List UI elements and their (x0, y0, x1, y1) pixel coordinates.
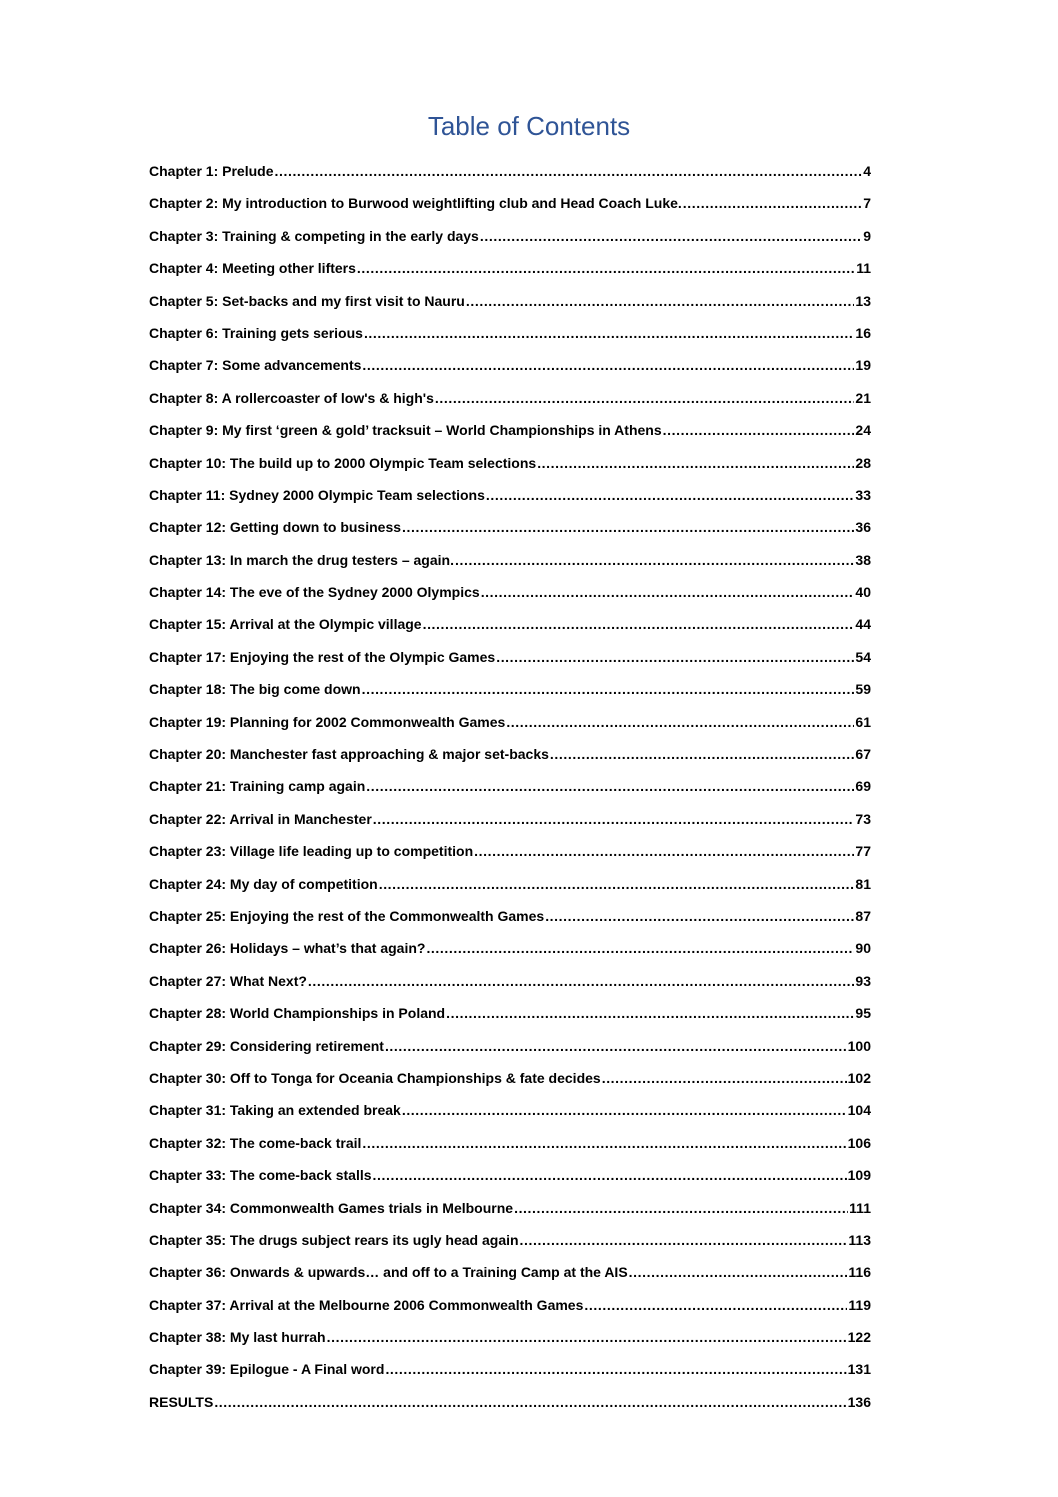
toc-entry-page-number: 100 (847, 1037, 871, 1054)
dot-leader (550, 738, 855, 770)
toc-entry[interactable] (149, 1094, 871, 1126)
toc-entry-page-number: 9 (863, 227, 871, 244)
dot-leader (545, 900, 854, 932)
toc-entry-title: Chapter 3: Training & competing in the early days (149, 227, 479, 244)
toc-entry-page-number: 116 (848, 1264, 871, 1281)
toc-entry-title: Chapter 17: Enjoying the rest of the Olympic Games (149, 648, 496, 665)
dot-leader (486, 479, 855, 511)
toc-entry-page-number: 136 (847, 1393, 871, 1410)
toc-entry-title: Chapter 1: Prelude (149, 163, 274, 179)
toc-list (149, 155, 871, 1418)
toc-entry[interactable] (149, 641, 871, 673)
dot-leader (362, 1127, 846, 1159)
toc-entry[interactable] (149, 1353, 871, 1385)
toc-entry[interactable] (149, 835, 871, 867)
toc-entry-title: Chapter 21: Training camp again (149, 778, 366, 795)
toc-entry-page-number: 119 (848, 1296, 871, 1313)
dot-leader (308, 965, 855, 997)
toc-entry-page-number: 44 (855, 616, 871, 633)
toc-entry[interactable] (149, 1386, 871, 1418)
toc-entry[interactable] (149, 511, 871, 543)
dot-leader (274, 155, 862, 187)
dot-leader (474, 835, 854, 867)
toc-entry[interactable] (149, 187, 871, 219)
toc-entry-title: Chapter 19: Planning for 2002 Commonwealth Games (149, 713, 506, 730)
toc-entry-page-number: 59 (855, 681, 871, 698)
dot-leader (366, 770, 854, 802)
dot-leader (402, 1094, 847, 1126)
toc-entry-page-number: 4 (863, 163, 871, 179)
dot-leader (426, 932, 854, 964)
dot-leader (602, 1062, 847, 1094)
toc-entry-page-number: 38 (855, 551, 871, 568)
toc-entry-title: Chapter 26: Holidays – what’s that again? (149, 940, 426, 957)
toc-entry[interactable] (149, 1224, 871, 1256)
toc-entry-title: Chapter 33: The come-back stalls (149, 1167, 372, 1184)
toc-entry[interactable] (149, 868, 871, 900)
toc-entry-title: Chapter 12: Getting down to business (149, 519, 402, 536)
toc-entry[interactable] (149, 576, 871, 608)
dot-leader (496, 641, 854, 673)
toc-entry-page-number: 61 (855, 713, 871, 730)
toc-entry-title: Chapter 9: My first ‘green & gold’ tracksuit – World Championships in Athens (149, 422, 662, 439)
toc-entry-page-number: 36 (855, 519, 871, 536)
toc-entry-title: Chapter 28: World Championships in Poland (149, 1005, 446, 1022)
dot-leader (466, 285, 855, 317)
toc-entry[interactable] (149, 1289, 871, 1321)
dot-leader (584, 1289, 847, 1321)
dot-leader (364, 317, 854, 349)
toc-entry-title: Chapter 34: Commonwealth Games trials in Melbourne (149, 1199, 514, 1216)
toc-entry-title: Chapter 38: My last hurrah (149, 1329, 326, 1346)
toc-entry-title: Chapter 36: Onwards & upwards… and off to a Training Camp at the AIS (149, 1264, 628, 1281)
toc-entry-page-number: 73 (855, 810, 871, 827)
toc-entry-title: Chapter 25: Enjoying the rest of the Commonwealth Games (149, 907, 545, 924)
toc-entry-title: Chapter 6: Training gets serious (149, 324, 363, 341)
toc-entry-page-number: 54 (855, 648, 871, 665)
toc-entry[interactable] (149, 317, 871, 349)
toc-entry-page-number: 28 (855, 454, 871, 471)
toc-entry-page-number: 87 (855, 907, 871, 924)
dot-leader (663, 414, 855, 446)
toc-entry-page-number: 7 (863, 195, 871, 212)
toc-entry-title: Chapter 20: Manchester fast approaching & major set-backs (149, 746, 549, 763)
toc-entry[interactable] (149, 1030, 871, 1062)
dot-leader (514, 1192, 848, 1224)
dot-leader (480, 220, 862, 252)
toc-entry-page-number: 33 (855, 486, 871, 503)
toc-entry-page-number: 40 (855, 584, 871, 601)
dot-leader (683, 187, 862, 219)
dot-leader (362, 349, 854, 381)
toc-entry[interactable] (149, 1159, 871, 1191)
toc-entry-page-number: 122 (847, 1329, 871, 1346)
dot-leader (506, 706, 854, 738)
dot-leader (379, 868, 855, 900)
toc-entry[interactable] (149, 608, 871, 640)
toc-entry-title: Chapter 31: Taking an extended break (149, 1102, 401, 1119)
toc-entry-page-number: 113 (848, 1231, 871, 1248)
toc-entry-page-number: 109 (847, 1167, 871, 1184)
dot-leader (520, 1224, 848, 1256)
toc-entry-page-number: 102 (847, 1069, 871, 1086)
toc-entry[interactable] (149, 414, 871, 446)
toc-entry[interactable] (149, 382, 871, 414)
toc-entry-page-number: 16 (855, 324, 871, 341)
toc-entry-page-number: 111 (849, 1199, 871, 1216)
toc-entry-page-number: 95 (855, 1005, 871, 1022)
toc-entry-page-number: 90 (855, 940, 871, 957)
toc-entry-title: Chapter 10: The build up to 2000 Olympic Team selections (149, 454, 537, 471)
dot-leader (373, 1159, 847, 1191)
toc-entry-page-number: 13 (855, 292, 871, 309)
toc-entry[interactable] (149, 1192, 871, 1224)
toc-entry[interactable] (149, 738, 871, 770)
toc-entry-title: Chapter 13: In march the drug testers – again. (149, 551, 454, 568)
toc-entry-page-number: 11 (856, 260, 871, 277)
toc-entry-title: Chapter 18: The big come down (149, 681, 361, 698)
toc-entry[interactable] (149, 673, 871, 705)
toc-entry[interactable] (149, 479, 871, 511)
toc-entry[interactable] (149, 770, 871, 802)
toc-entry-page-number: 81 (855, 875, 871, 892)
toc-entry[interactable] (149, 285, 871, 317)
dot-leader (373, 803, 855, 835)
toc-entry-page-number: 77 (855, 843, 871, 860)
dot-leader (435, 382, 855, 414)
toc-entry-title: Chapter 8: A rollercoaster of low's & high's (149, 389, 434, 406)
toc-entry[interactable] (149, 447, 871, 479)
toc-entry-title: Chapter 22: Arrival in Manchester (149, 810, 372, 827)
toc-entry-title: Chapter 29: Considering retirement (149, 1037, 384, 1054)
toc-entry-title: Chapter 5: Set-backs and my first visit to Nauru (149, 292, 465, 309)
toc-entry[interactable] (149, 220, 871, 252)
dot-leader (357, 252, 855, 284)
toc-entry[interactable] (149, 1321, 871, 1353)
toc-entry-page-number: 69 (855, 778, 871, 795)
toc-entry[interactable] (149, 1127, 871, 1159)
toc-entry-page-number: 67 (855, 746, 871, 763)
toc-entry-title: RESULTS (149, 1393, 214, 1410)
dot-leader (455, 544, 854, 576)
dot-leader (402, 511, 854, 543)
toc-entry-title: Chapter 4: Meeting other lifters (149, 260, 356, 277)
toc-entry-title: Chapter 7: Some advancements (149, 357, 362, 374)
toc-entry[interactable] (149, 932, 871, 964)
toc-entry-title: Chapter 37: Arrival at the Melbourne 2006 Commonwealth Games (149, 1296, 584, 1313)
dot-leader (327, 1321, 847, 1353)
toc-entry-title: Chapter 14: The eve of the Sydney 2000 Olympics (149, 584, 480, 601)
dot-leader (446, 997, 854, 1029)
dot-leader (481, 576, 855, 608)
toc-entry-title: Chapter 23: Village life leading up to competition (149, 843, 474, 860)
toc-entry-title: Chapter 30: Off to Tonga for Oceania Championships & fate decides (149, 1069, 601, 1086)
dot-leader (423, 608, 855, 640)
dot-leader (629, 1256, 848, 1288)
toc-entry[interactable] (149, 544, 871, 576)
dot-leader (537, 447, 854, 479)
dot-leader (214, 1386, 846, 1418)
page-title: Table of Contents (427, 111, 631, 141)
toc-entry[interactable] (149, 252, 871, 284)
toc-entry[interactable] (149, 349, 871, 381)
toc-entry-page-number: 93 (855, 972, 871, 989)
toc-entry-page-number: 19 (855, 357, 871, 374)
toc-entry[interactable] (149, 803, 871, 835)
toc-entry-page-number: 24 (855, 422, 871, 439)
toc-entry-title: Chapter 27: What Next? (149, 972, 307, 989)
toc-entry-title: Chapter 35: The drugs subject rears its ugly head again (149, 1231, 519, 1248)
dot-leader (362, 673, 855, 705)
toc-entry-title: Chapter 2: My introduction to Burwood weightlifting club and Head Coach Luke. (149, 195, 682, 212)
toc-entry[interactable] (149, 1062, 871, 1094)
toc-entry[interactable] (149, 155, 871, 187)
dot-leader (385, 1353, 846, 1385)
toc-entry[interactable] (149, 1256, 871, 1288)
toc-entry[interactable] (149, 997, 871, 1029)
toc-entry[interactable] (149, 706, 871, 738)
toc-entry-title: Chapter 39: Epilogue - A Final word (149, 1361, 385, 1378)
toc-entry-page-number: 106 (847, 1134, 871, 1151)
toc-entry-title: Chapter 15: Arrival at the Olympic village (149, 616, 422, 633)
toc-entry-title: Chapter 11: Sydney 2000 Olympic Team selections (149, 486, 485, 503)
toc-entry-page-number: 21 (855, 389, 871, 406)
toc-entry[interactable] (149, 900, 871, 932)
toc-entry[interactable] (149, 965, 871, 997)
toc-entry-page-number: 104 (847, 1102, 871, 1119)
toc-entry-page-number: 131 (847, 1361, 871, 1378)
dot-leader (385, 1030, 847, 1062)
toc-entry-title: Chapter 24: My day of competition (149, 875, 378, 892)
toc-entry-title: Chapter 32: The come-back trail (149, 1134, 362, 1151)
